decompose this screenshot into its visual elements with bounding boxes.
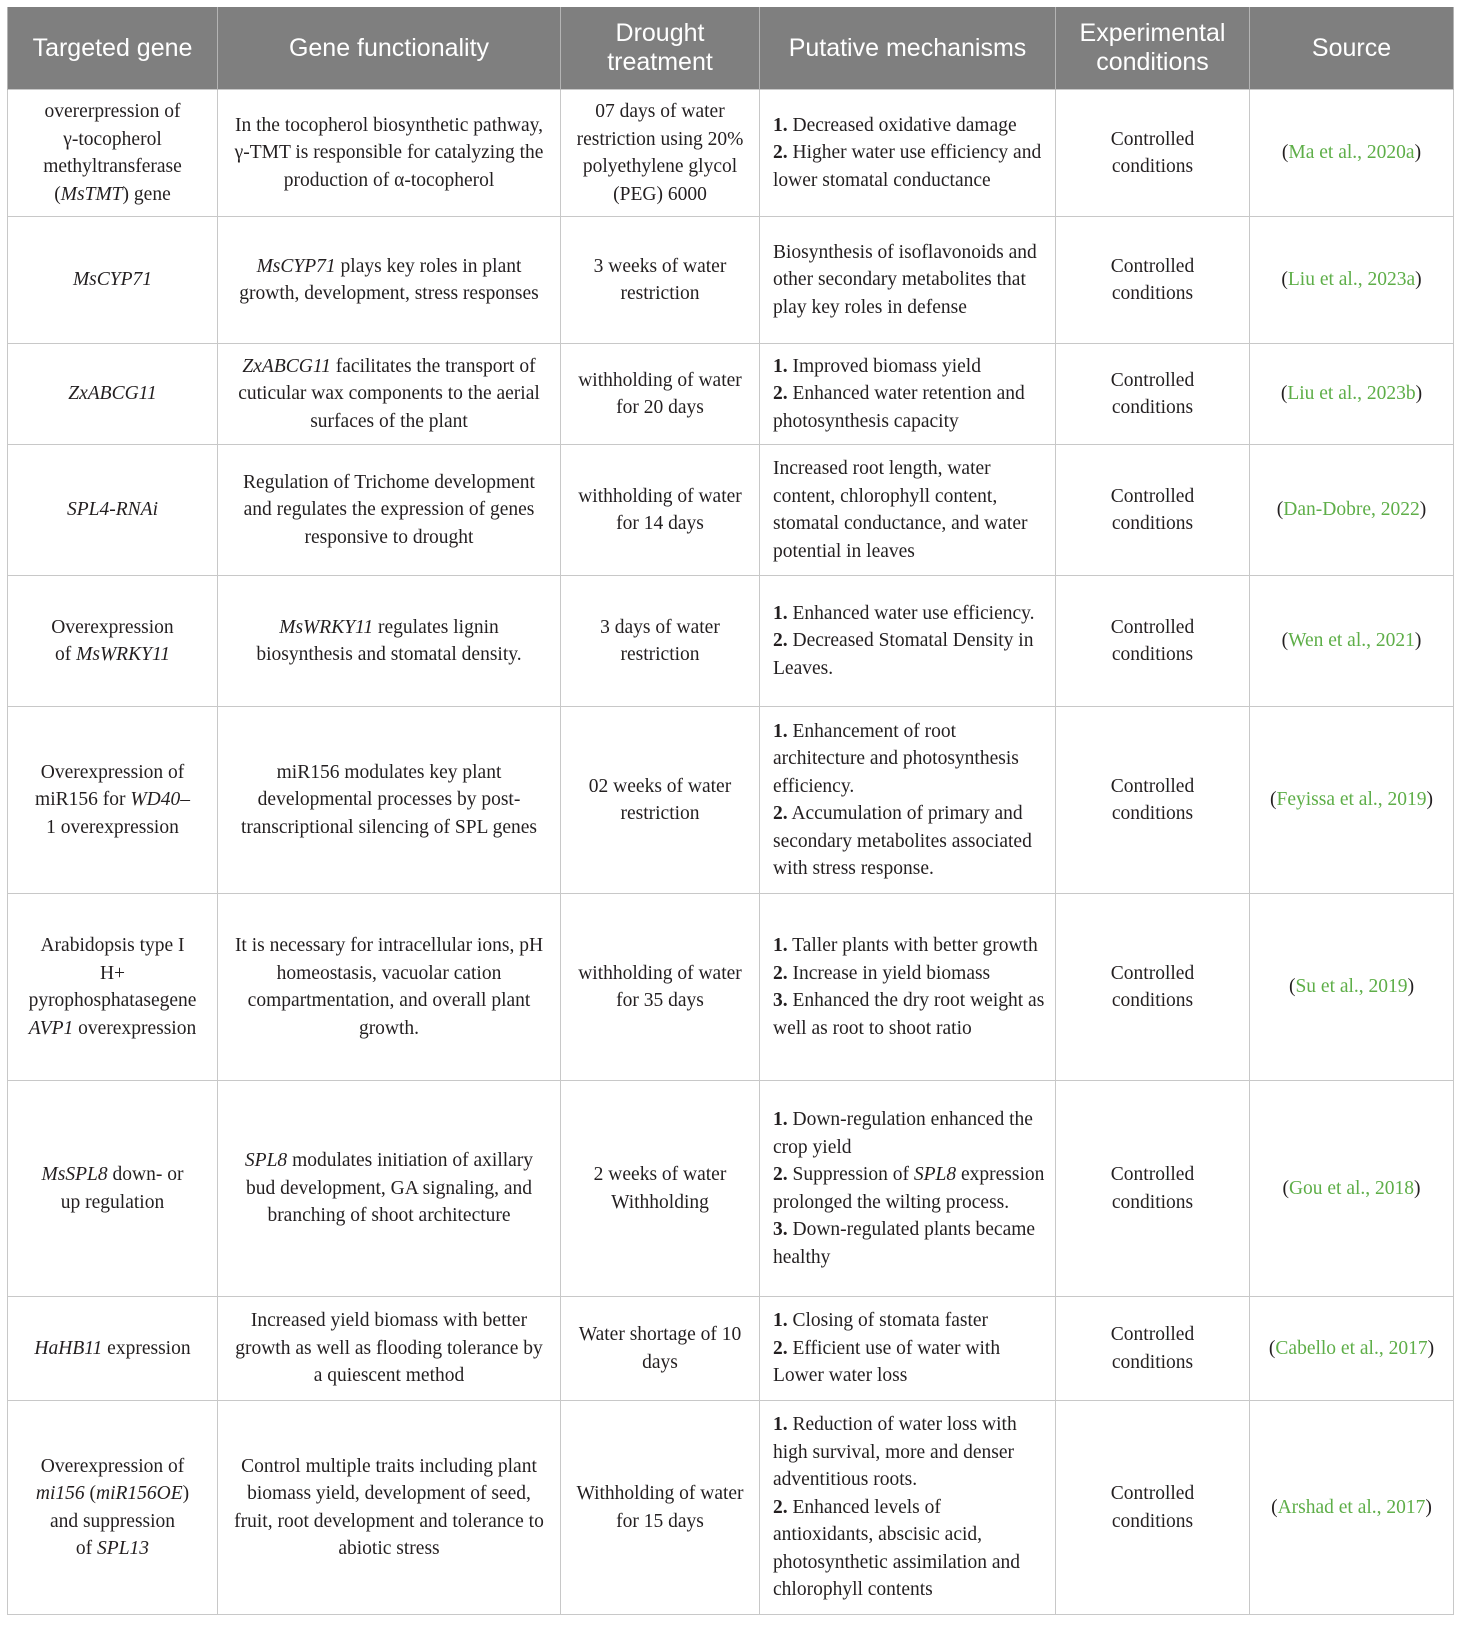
mechanism-cell: 1. Improved biomass yield 2. Enhanced water retention and photosynthesis capacity (760, 344, 1056, 445)
function-cell: MsWRKY11 regulates lignin biosynthesis and stomatal density. (218, 576, 561, 707)
source-link[interactable]: Cabello et al., 2017 (1275, 1337, 1428, 1359)
conditions-cell: Controlled conditions (1056, 344, 1250, 445)
gene-cell: SPL4-RNAi (8, 445, 218, 576)
function-cell: In the tocopherol biosynthetic pathway, γ-TMT is responsible for catalyzing the production of α-tocopherol (218, 90, 561, 217)
mechanism-cell: 1. Down-regulation enhanced the crop yield 2. Suppression of SPL8 expression prolonged the wilting process. 3. Down-regulated plants became healthy (760, 1081, 1056, 1297)
source-cell: (Gou et al., 2018) (1250, 1081, 1454, 1297)
mechanism-cell: Biosynthesis of isoflavonoids and other secondary metabolites that play key roles in defense (760, 217, 1056, 344)
function-cell: MsCYP71 plays key roles in plant growth, development, stress responses (218, 217, 561, 344)
source-cell: (Feyissa et al., 2019) (1250, 707, 1454, 894)
gene-cell: HaHB11 expression (8, 1297, 218, 1401)
table-row (8, 90, 1454, 217)
table-row (8, 344, 1454, 445)
drought-cell: 02 weeks of water restriction (561, 707, 760, 894)
header-source: Source (1250, 7, 1454, 90)
mechanism-cell: Increased root length, water content, chlorophyll content, stomatal conductance, and water potential in leaves (760, 445, 1056, 576)
conditions-cell: Controlled conditions (1056, 576, 1250, 707)
source-link[interactable]: Su et al., 2019 (1295, 976, 1408, 998)
table-row (8, 1297, 1454, 1401)
source-link[interactable]: Arshad et al., 2017 (1277, 1496, 1426, 1518)
function-cell: Control multiple traits including plant biomass yield, development of seed, fruit, root development and tolerance to abiotic stress (218, 1401, 561, 1615)
conditions-cell: Controlled conditions (1056, 217, 1250, 344)
conditions-cell: Controlled conditions (1056, 894, 1250, 1081)
source-cell: (Dan-Dobre, 2022) (1250, 445, 1454, 576)
drought-cell: withholding of water for 14 days (561, 445, 760, 576)
function-cell: It is necessary for intracellular ions, pH homeostasis, vacuolar cation compartmentation, and overall plant growth. (218, 894, 561, 1081)
source-cell: (Liu et al., 2023a) (1250, 217, 1454, 344)
conditions-cell: Controlled conditions (1056, 90, 1250, 217)
source-link[interactable]: Gou et al., 2018 (1288, 1177, 1415, 1199)
conditions-cell: Controlled conditions (1056, 1401, 1250, 1615)
gene-cell: MsSPL8 down- or up regulation (8, 1081, 218, 1297)
conditions-cell: Controlled conditions (1056, 707, 1250, 894)
source-cell: (Ma et al., 2020a) (1250, 90, 1454, 217)
mechanism-cell: 1. Closing of stomata faster 2. Efficient use of water with Lower water loss (760, 1297, 1056, 1401)
gene-cell: ZxABCG11 (8, 344, 218, 445)
function-cell: miR156 modulates key plant developmental processes by post-transcriptional silencing of SPL genes (218, 707, 561, 894)
function-cell: SPL8 modulates initiation of axillary bud development, GA signaling, and branching of shoot architecture (218, 1081, 561, 1297)
source-link[interactable]: Wen et al., 2021 (1288, 630, 1415, 652)
header-row (8, 7, 1454, 90)
header-putative-mechanisms: Putative mechanisms (760, 7, 1056, 90)
mechanism-cell: 1. Decreased oxidative damage 2. Higher water use efficiency and lower stomatal conductance (760, 90, 1056, 217)
header-targeted-gene: Targeted gene (8, 7, 218, 90)
source-cell: (Su et al., 2019) (1250, 894, 1454, 1081)
mechanism-cell: 1. Enhancement of root architecture and photosynthesis efficiency. 2. Accumulation of primary and secondary metabolites associated with stress response. (760, 707, 1056, 894)
table-row (8, 894, 1454, 1081)
drought-cell: Water shortage of 10 days (561, 1297, 760, 1401)
table-row (8, 1401, 1454, 1615)
drought-cell: 3 weeks of water restriction (561, 217, 760, 344)
source-cell: (Wen et al., 2021) (1250, 576, 1454, 707)
header-experimental-conditions: Experimental conditions (1056, 7, 1250, 90)
source-cell: (Liu et al., 2023b) (1250, 344, 1454, 445)
mechanism-cell: 1. Enhanced water use efficiency. 2. Decreased Stomatal Density in Leaves. (760, 576, 1056, 707)
drought-cell: 3 days of water restriction (561, 576, 760, 707)
mechanism-cell: 1. Taller plants with better growth 2. Increase in yield biomass 3. Enhanced the dry root weight as well as root to shoot ratio (760, 894, 1056, 1081)
source-link[interactable]: Ma et al., 2020a (1288, 142, 1415, 164)
source-link[interactable]: Dan-Dobre, 2022 (1283, 499, 1420, 521)
source-cell: (Cabello et al., 2017) (1250, 1297, 1454, 1401)
conditions-cell: Controlled conditions (1056, 1081, 1250, 1297)
drought-cell: withholding of water for 35 days (561, 894, 760, 1081)
source-link[interactable]: Liu et al., 2023a (1287, 269, 1416, 291)
table-row (8, 217, 1454, 344)
source-link[interactable]: Feyissa et al., 2019 (1276, 789, 1427, 811)
gene-cell: MsCYP71 (8, 217, 218, 344)
table-row (8, 1081, 1454, 1297)
drought-cell: withholding of water for 20 days (561, 344, 760, 445)
conditions-cell: Controlled conditions (1056, 1297, 1250, 1401)
table-row (8, 445, 1454, 576)
gene-cell: Overexpression of miR156 for WD40– 1 overexpression (8, 707, 218, 894)
table-row (8, 576, 1454, 707)
gene-cell: Overexpression of mi156 (miR156OE) and suppression of SPL13 (8, 1401, 218, 1615)
drought-cell: 07 days of water restriction using 20% polyethylene glycol (PEG) 6000 (561, 90, 760, 217)
conditions-cell: Controlled conditions (1056, 445, 1250, 576)
function-cell: Increased yield biomass with better growth as well as flooding tolerance by a quiescent method (218, 1297, 561, 1401)
function-cell: ZxABCG11 facilitates the transport of cuticular wax components to the aerial surfaces of the plant (218, 344, 561, 445)
table-row (8, 707, 1454, 894)
source-link[interactable]: Liu et al., 2023b (1287, 383, 1416, 405)
gene-cell: overerpression of γ-tocopherol methyltransferase (MsTMT) gene (8, 90, 218, 217)
header-drought-treatment: Drought treatment (561, 7, 760, 90)
drought-cell: Withholding of water for 15 days (561, 1401, 760, 1615)
gene-cell: Arabidopsis type I H+ pyrophosphatasegene AVP1 overexpression (8, 894, 218, 1081)
gene-table (7, 7, 1454, 1615)
drought-cell: 2 weeks of water Withholding (561, 1081, 760, 1297)
mechanism-cell: 1. Reduction of water loss with high survival, more and denser adventitious roots. 2. Enhanced levels of antioxidants, abscisic acid, photosynthetic assimilation and chlorophyll contents (760, 1401, 1056, 1615)
source-cell: (Arshad et al., 2017) (1250, 1401, 1454, 1615)
function-cell: Regulation of Trichome development and regulates the expression of genes responsive to drought (218, 445, 561, 576)
gene-cell: Overexpression of MsWRKY11 (8, 576, 218, 707)
header-gene-functionality: Gene functionality (218, 7, 561, 90)
